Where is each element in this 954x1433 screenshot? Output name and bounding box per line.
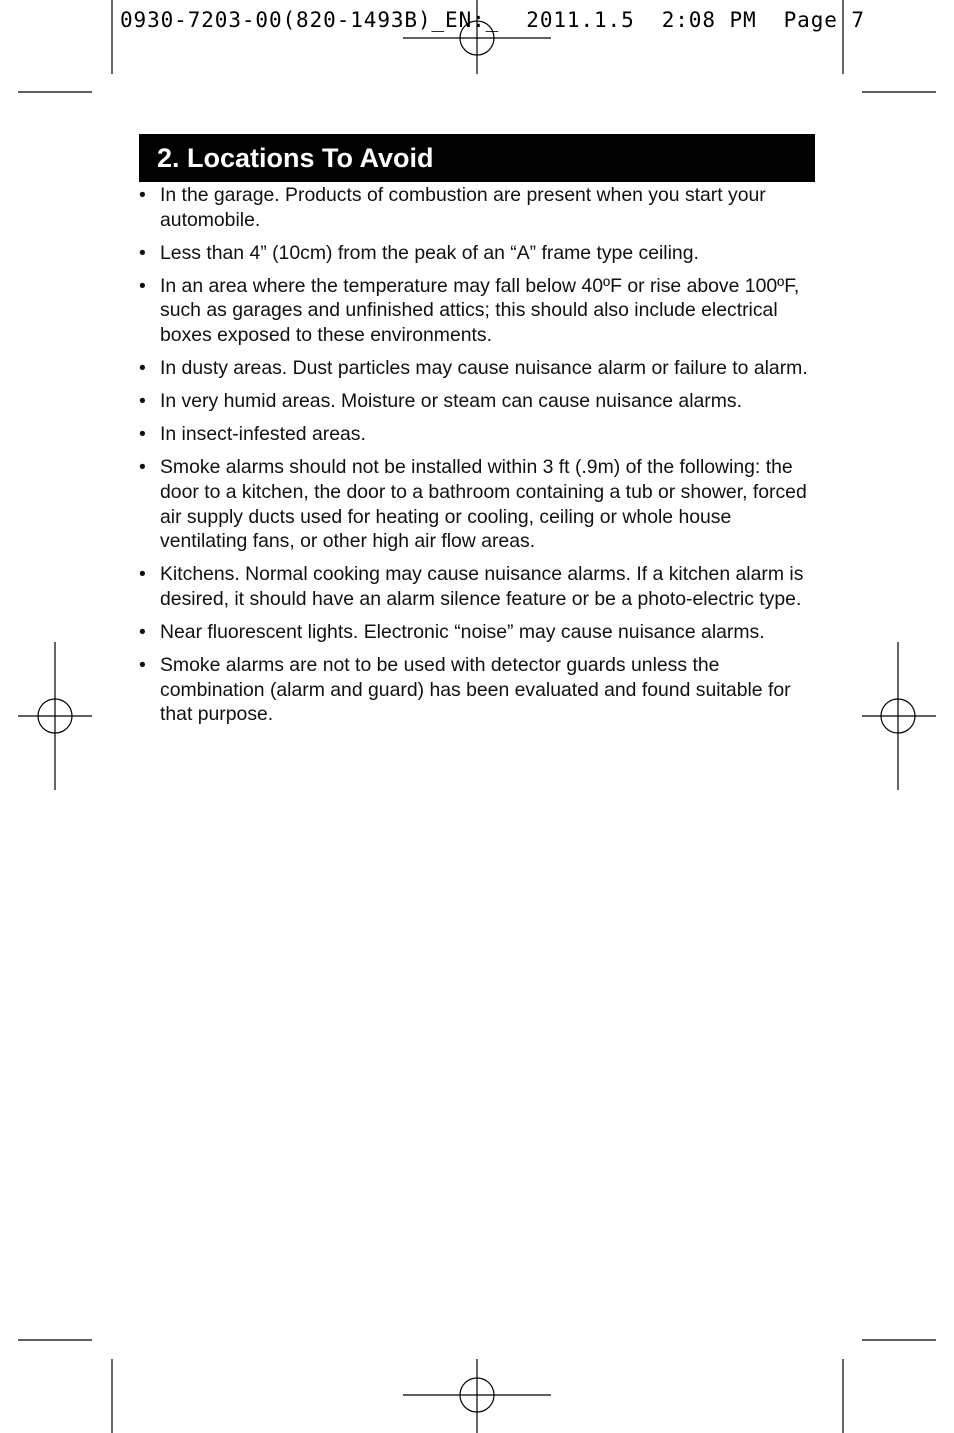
bullet-icon: •	[139, 423, 146, 446]
bullet-icon: •	[139, 456, 146, 479]
list-item	[139, 455, 819, 554]
list-item-text: Smoke alarms should not be installed within 3 ft (.9m) of the following: the door to a kitchen, the door to a bathroom containing a tub or shower, forced air supply ducts used for heating or cooling, ceiling or whole house ventilating fans, or other high air flow areas.	[160, 456, 807, 553]
section-heading: 2. Locations To Avoid	[157, 143, 434, 173]
registration-mark-bottom	[403, 1359, 551, 1433]
list-item-text: In the garage. Products of combustion are present when you start your automobile.	[160, 184, 766, 231]
bullet-icon: •	[139, 184, 146, 206]
list-item	[139, 356, 819, 381]
list-item-text: In dusty areas. Dust particles may cause nuisance alarm or failure to alarm.	[160, 357, 808, 380]
bullet-icon: •	[139, 357, 146, 380]
registration-mark-right	[862, 642, 936, 790]
list-item	[139, 620, 819, 645]
registration-mark-left	[18, 642, 92, 790]
bullet-icon: •	[139, 241, 146, 264]
list-item	[139, 562, 819, 611]
locations-list	[139, 183, 819, 735]
list-item-text: In insect-infested areas.	[160, 423, 366, 446]
bullet-icon: •	[139, 620, 146, 643]
list-item-text: Less than 4” (10cm) from the peak of an “A” frame type ceiling.	[160, 241, 699, 264]
list-item	[139, 653, 819, 727]
list-item-text: Near fluorescent lights. Electronic “noise” may cause nuisance alarms.	[160, 620, 765, 643]
list-item-text: Kitchens. Normal cooking may cause nuisance alarms. If a kitchen alarm is desired, it should have an alarm silence feature or be a photo-electric type.	[160, 563, 804, 610]
print-slug-line: 0930-7203-00(820-1493B)_EN:_ 2011.1.5 2:08 PM Page 7	[120, 8, 865, 32]
bullet-icon: •	[139, 390, 146, 413]
bullet-icon: •	[139, 653, 146, 676]
list-item	[139, 422, 819, 447]
list-item-text: In an area where the temperature may fall below 40ºF or rise above 100ºF, such as garages and unfinished attics; this should also include electrical boxes exposed to these environments.	[160, 274, 800, 347]
list-item	[139, 389, 819, 414]
bullet-icon: •	[139, 563, 146, 586]
list-item	[139, 183, 819, 232]
bullet-icon: •	[139, 274, 146, 297]
list-item	[139, 241, 819, 266]
list-item	[139, 274, 819, 348]
list-item-text: In very humid areas. Moisture or steam can cause nuisance alarms.	[160, 390, 742, 413]
list-item-text: Smoke alarms are not to be used with detector guards unless the combination (alarm and guard) has been evaluated and found suitable for that purpose.	[160, 653, 791, 726]
section-heading-bar	[139, 134, 815, 182]
